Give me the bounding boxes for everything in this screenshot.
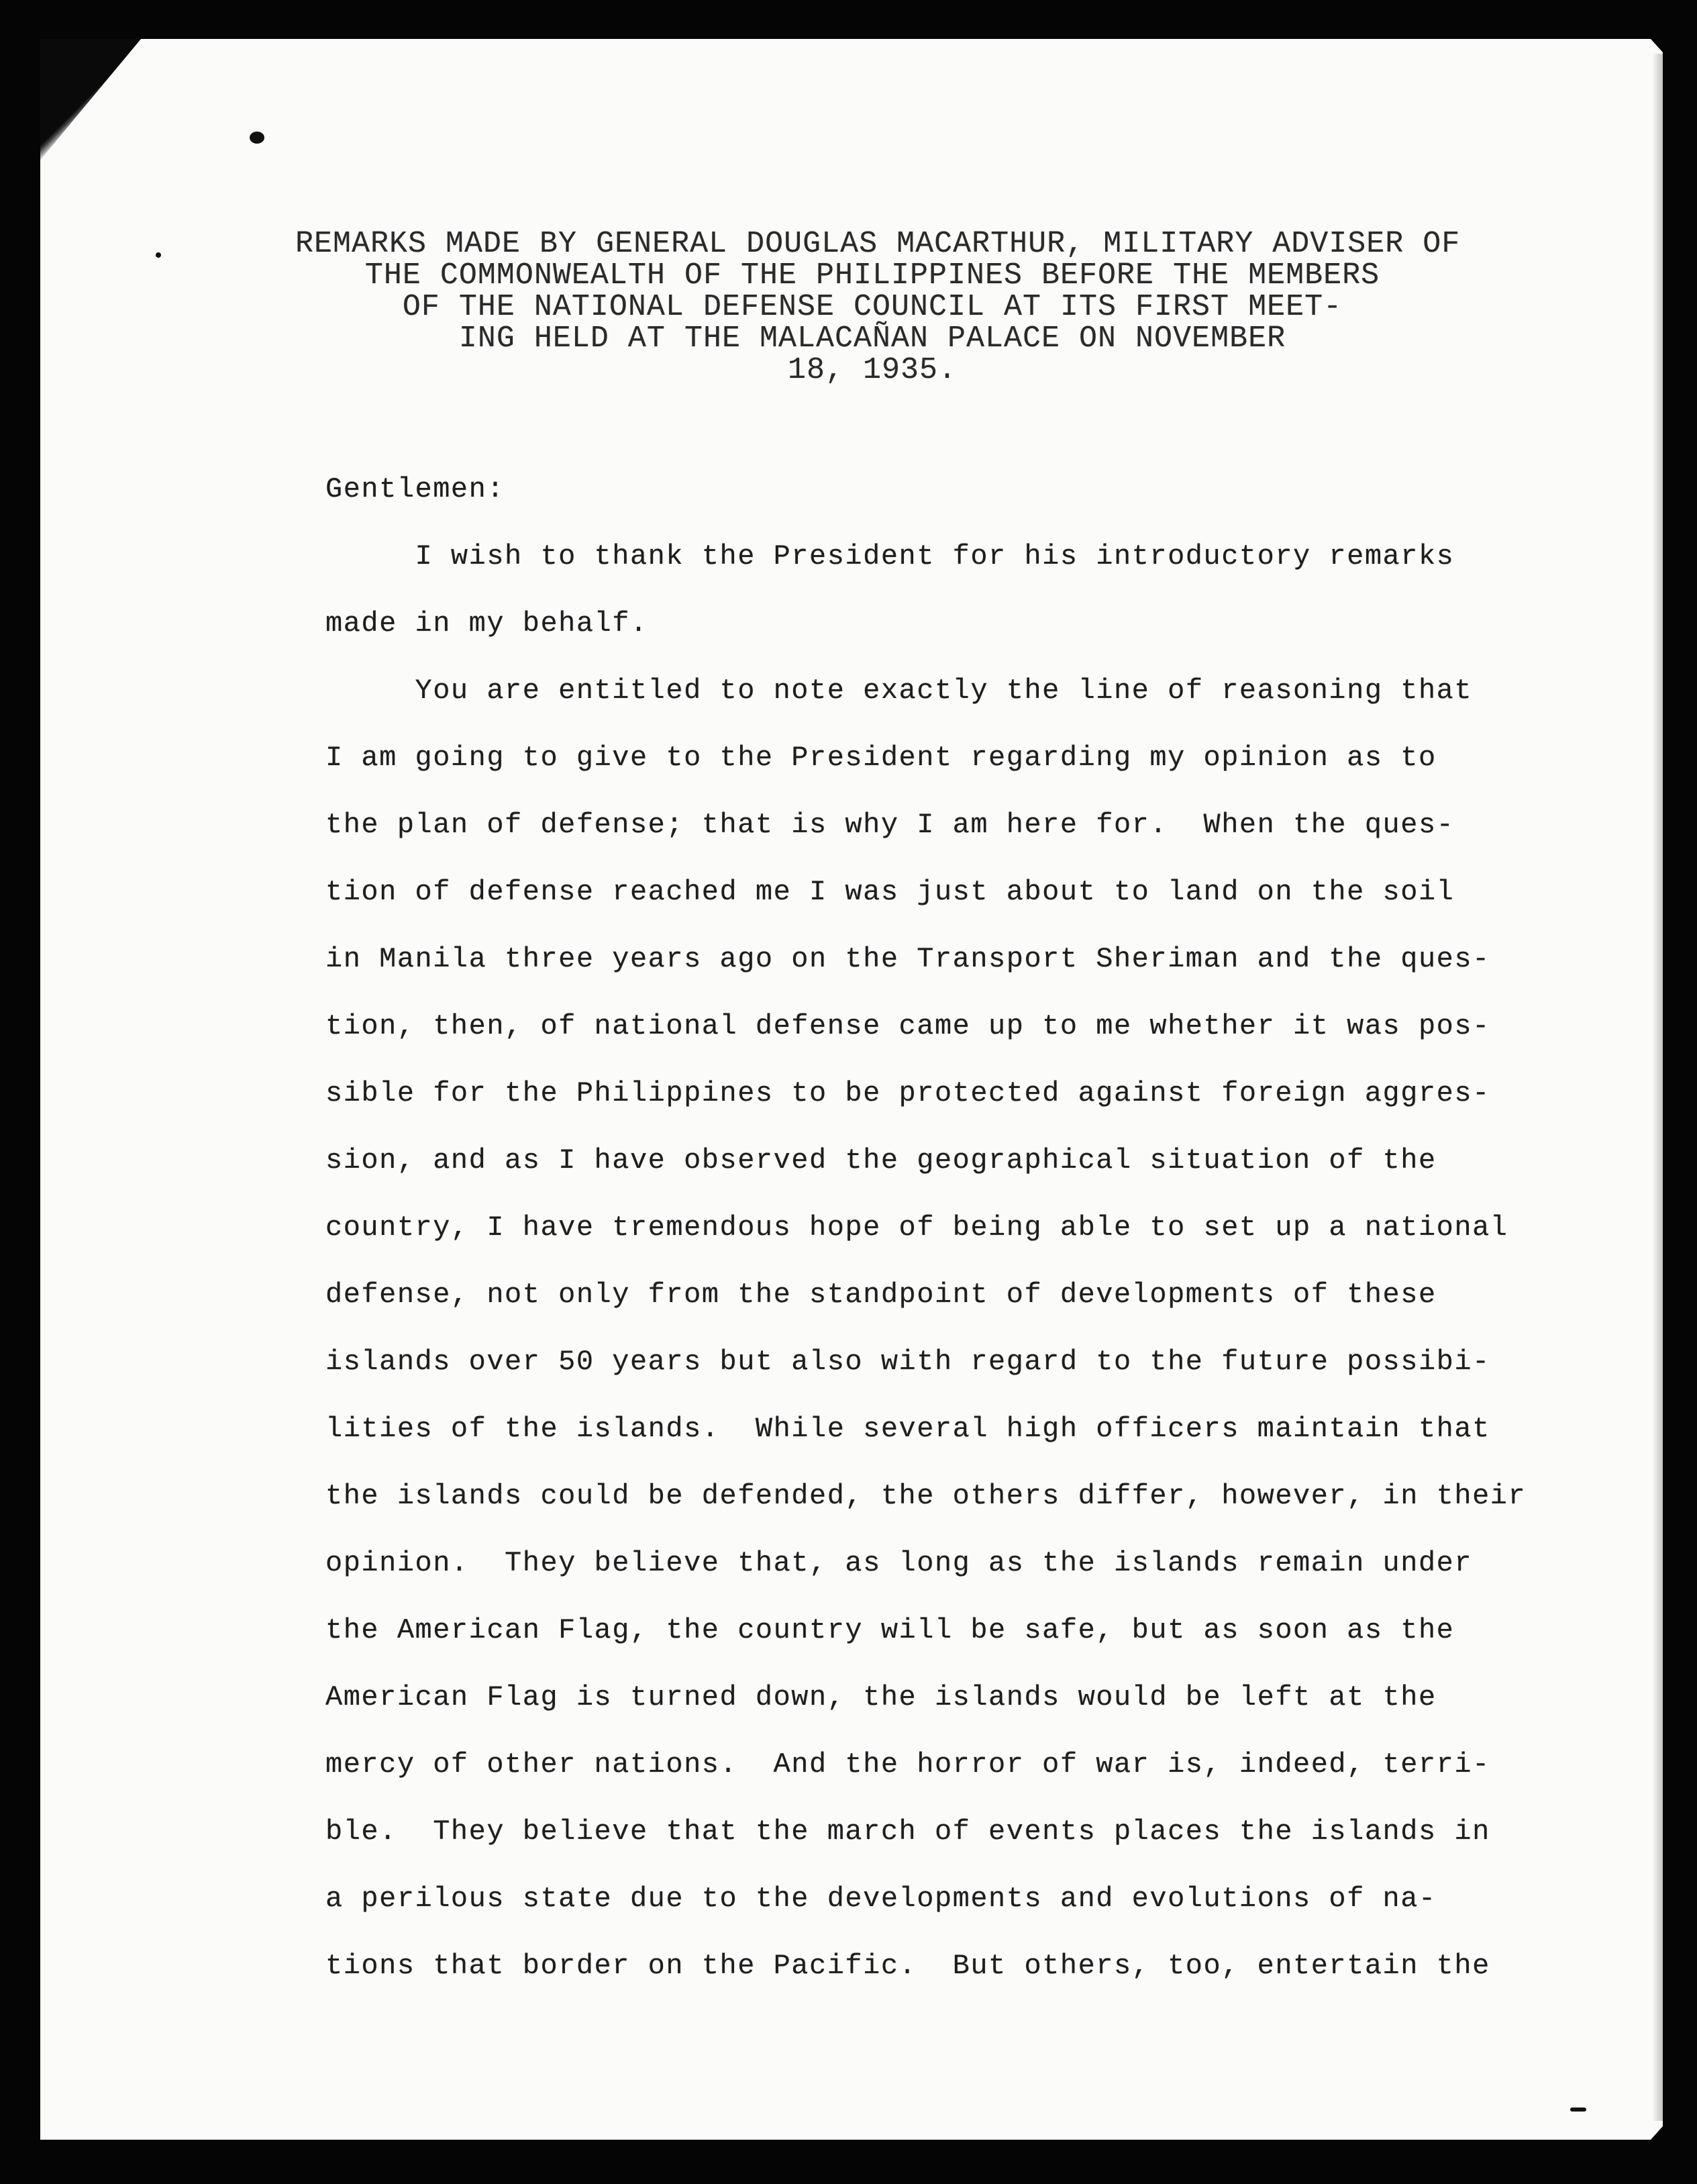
body-line: in Manila three years ago on the Transport Sheriman and the ques- xyxy=(325,943,1490,975)
body-line: made in my behalf. xyxy=(325,607,648,640)
ink-speck xyxy=(1570,2107,1586,2112)
body-line: tion of defense reached me I was just about to land on the soil xyxy=(325,876,1455,908)
ink-speck xyxy=(250,132,264,144)
body-line: mercy of other nations. And the horror of war is, indeed, terri- xyxy=(325,1748,1490,1781)
heading-line: THE COMMONWEALTH OF THE PHILIPPINES BEFORE THE MEMBERS xyxy=(364,258,1380,293)
body-line: defense, not only from the standpoint of developments of these xyxy=(325,1279,1437,1311)
document-heading xyxy=(295,227,1461,387)
heading-line: OF THE NATIONAL DEFENSE COUNCIL AT ITS FIRST MEET- xyxy=(402,290,1343,324)
body-line: sible for the Philippines to be protected against foreign aggres- xyxy=(325,1077,1490,1109)
body-line: You are entitled to note exactly the line of reasoning that xyxy=(325,675,1473,707)
body-line: a perilous state due to the developments and evolutions of na- xyxy=(325,1883,1437,1915)
salutation: Gentlemen: xyxy=(325,473,505,505)
body-line: the plan of defense; that is why I am here for. When the ques- xyxy=(325,809,1455,841)
heading-line: ING HELD AT THE MALACAÑAN PALACE ON NOVEMBER xyxy=(458,321,1286,356)
body-line: country, I have tremendous hope of being able to set up a national xyxy=(325,1211,1508,1244)
heading-line: REMARKS MADE BY GENERAL DOUGLAS MACARTHUR, MILITARY ADVISER OF xyxy=(295,227,1461,261)
page-edge-shadow xyxy=(1652,54,1664,2121)
body-line: I wish to thank the President for his introductory remarks xyxy=(325,540,1455,573)
body-line: tion, then, of national defense came up to me whether it was pos- xyxy=(325,1010,1490,1042)
ink-speck xyxy=(156,252,161,258)
body-line: I am going to give to the President regarding my opinion as to xyxy=(325,742,1437,774)
body-line: sion, and as I have observed the geographical situation of the xyxy=(325,1144,1437,1177)
body-line: islands over 50 years but also with regard to the future possibi- xyxy=(325,1346,1490,1378)
body-line: opinion. They believe that, as long as the islands remain under xyxy=(325,1547,1473,1579)
body-line: lities of the islands. While several high officers maintain that xyxy=(325,1413,1490,1445)
body-line: tions that border on the Pacific. But others, too, entertain the xyxy=(325,1950,1490,1982)
heading-line: 18, 1935. xyxy=(787,353,958,387)
body-line: ble. They believe that the march of events places the islands in xyxy=(325,1816,1490,1848)
body-line: the American Flag, the country will be safe, but as soon as the xyxy=(325,1614,1455,1646)
body-line: American Flag is turned down, the islands would be left at the xyxy=(325,1681,1437,1714)
body-line: the islands could be defended, the others differ, however, in their xyxy=(325,1480,1527,1512)
